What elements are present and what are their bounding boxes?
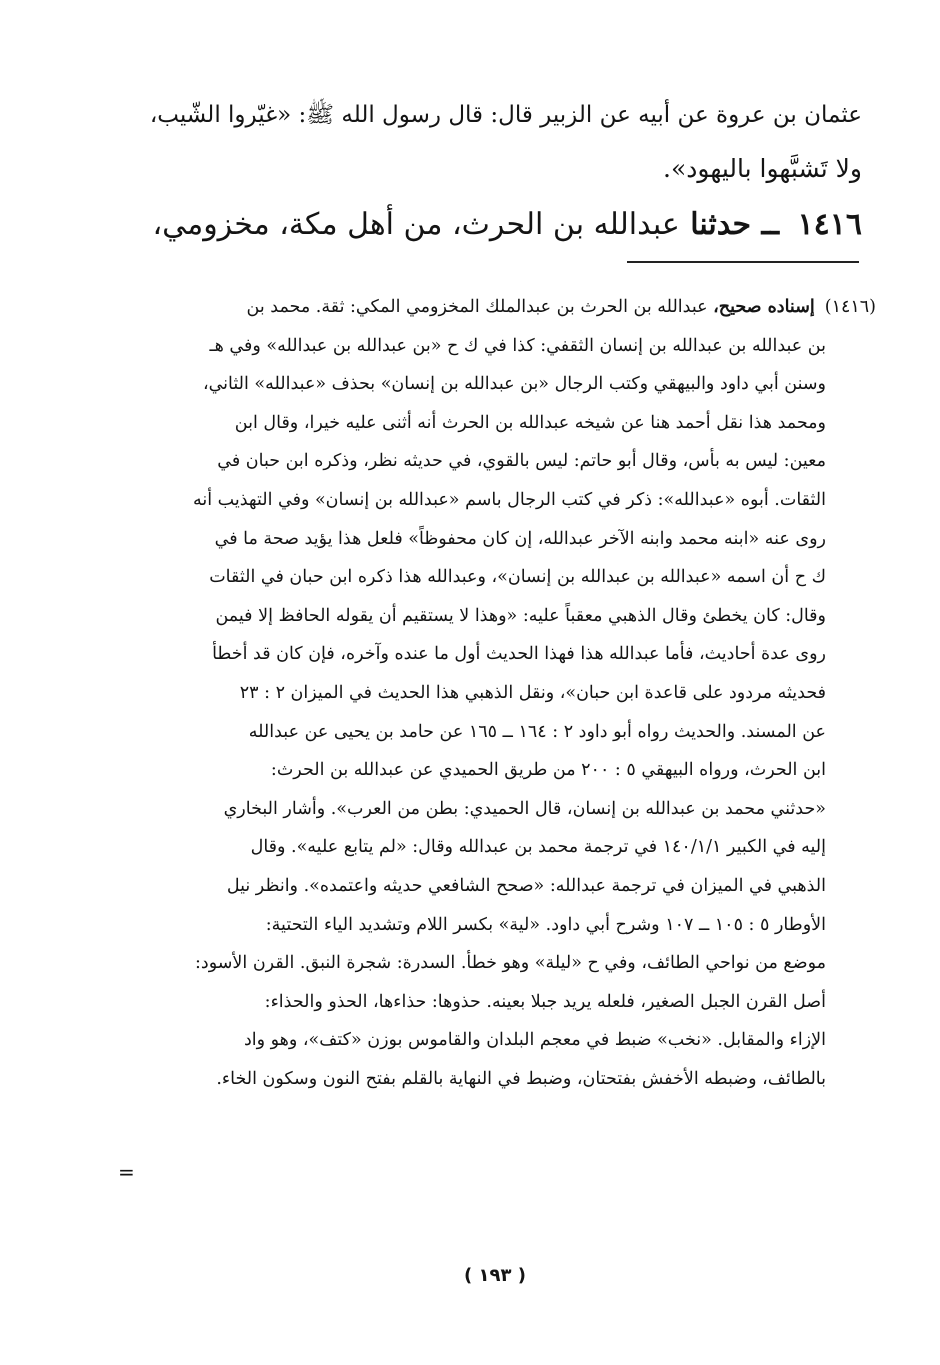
hadith-label: ــ حدثنا — [690, 207, 780, 242]
footnote-line: الأوطار ٥ : ١٠٥ ــ ١٠٧ وشرح أبي داود. «لية» بكسر اللام وتشديد الياء التحتية: — [265, 914, 826, 935]
footnote-line: بن عبدالله بن عبدالله بن إنسان الثقفي: كذا في ك ح «بن عبدالله بن عبدالله» وفي هـ — [209, 335, 826, 356]
footnote-line: إليه في الكبير ١٤٠/١/١ في ترجمة محمد بن عبدالله وقال: «لم يتابع عليه». وقال — [250, 837, 826, 858]
main-text-line: عثمان بن عروة عن أبيه عن الزبير قال: قال رسول الله ﷺ: «غيّروا الشّيب، — [150, 102, 862, 128]
footnote-line: معين: ليس به بأس، وقال أبو حاتم: ليس بالقوي، في حديثه نظر، وذكره ابن حبان في — [217, 451, 826, 472]
main-text — [150, 88, 862, 254]
hadith-heading — [150, 196, 862, 254]
footnote-line: الإزاء والمقابل. «نخب» ضبط في معجم البلدان والقاموس بوزن «كتف»، وهو واد — [243, 1030, 826, 1051]
footnote-line: ك ح أن اسمه «عبدالله بن عبدالله بن إنسان»، وعبدالله هذا ذكره ابن حبان في الثقات — [209, 567, 826, 588]
page-number: ( ١٩٣ ) — [464, 1265, 526, 1286]
footnote-line — [150, 1098, 866, 1137]
footnote-separator — [627, 261, 859, 263]
hadith-number: ١٤١٦ — [797, 207, 862, 242]
footnote-ref: (١٤١٦) — [824, 297, 876, 317]
footnote-line: عن المسند. والحديث رواه أبو داود ٢ : ١٦٤ ــ ١٦٥ عن حامد بن يحيى عن عبدالله — [248, 721, 826, 742]
footnote-line: وسنن أبي داود والبيهقي وكتب الرجال «بن عبدالله بن إنسان» بحذف «عبدالله» الثاني، — [202, 374, 826, 395]
continuation-mark: = — [118, 1160, 135, 1184]
footnote-line: موضع من نواحي الطائف، وفي ح «ليلة» وهو خطأ. السدرة: شجرة النبق. القرن الأسود: — [195, 953, 826, 974]
footnote-line: الذهبي في الميزان في ترجمة عبدالله: «صحح الشافعي حديثه واعتمده». وانظر نيل — [226, 875, 826, 896]
footnote-line: الثقات. أبوه «عبدالله»: ذكر في كتب الرجال باسم «عبدالله بن إنسان» وفي التهذيب أنه — [192, 489, 826, 510]
main-text-line: ولا تَشبَّهوا باليهود». — [663, 154, 862, 183]
hadith-heading-text: عبدالله بن الحرث، من أهل مكة، مخزومي، — [152, 207, 680, 242]
footnote-first-line — [150, 288, 876, 327]
footnote-line: «حدثني محمد بن عبدالله بن إنسان، قال الحميدي: بطن من العرب». وأشار البخاري — [223, 798, 826, 819]
footnote-line: روى عنه «ابنه محمد وابنه الآخر عبدالله، إن كان محفوظاً» فلعل هذا يؤيد صحة ما في — [214, 528, 826, 549]
footnote-line: ابن الحرث، ورواه البيهقي ٥ : ٢٠٠ من طريق الحميدي عن عبدالله بن الحرث: — [270, 760, 826, 781]
footnote-line: ومحمد هذا نقل أحمد هنا عن شيخه عبدالله بن الحرث أنه أثنى عليه خيرا، وقال ابن — [234, 412, 826, 433]
footnote-line: أصل القرن الجبل الصغير، فلعله يريد جبلا بعينه. حذوها: حذاءها، الحذو والحذاء: — [264, 991, 826, 1012]
footnote-grading: إسناده صحيح، — [713, 297, 815, 317]
footnote-line: وقال: كان يخطئ وقال الذهبي معقباً عليه: «وهذا لا يستقيم أن يقوله الحافظ إلا فيمن — [215, 605, 826, 626]
footnote-block — [150, 288, 876, 1137]
footnote-first-text: عبدالله بن الحرث بن عبدالملك المخزومي المكي: ثقة. محمد بن — [246, 297, 708, 317]
footnote-line: بالطائف، وضبطه الأخفش بفتحتان، وضبط في النهاية بالقلم بفتح النون وسكون الخاء. — [216, 1068, 826, 1089]
footnote-line: فحديثه مردود على قاعدة ابن حبان»، ونقل الذهبي هذا الحديث في الميزان ٢ : ٢٣ — [239, 682, 826, 703]
footnote-line: روى عدة أحاديث، فأما عبدالله هذا فهذا الحديث أول ما عنده وآخره، فإن كان قد أخطأ — [212, 644, 826, 665]
